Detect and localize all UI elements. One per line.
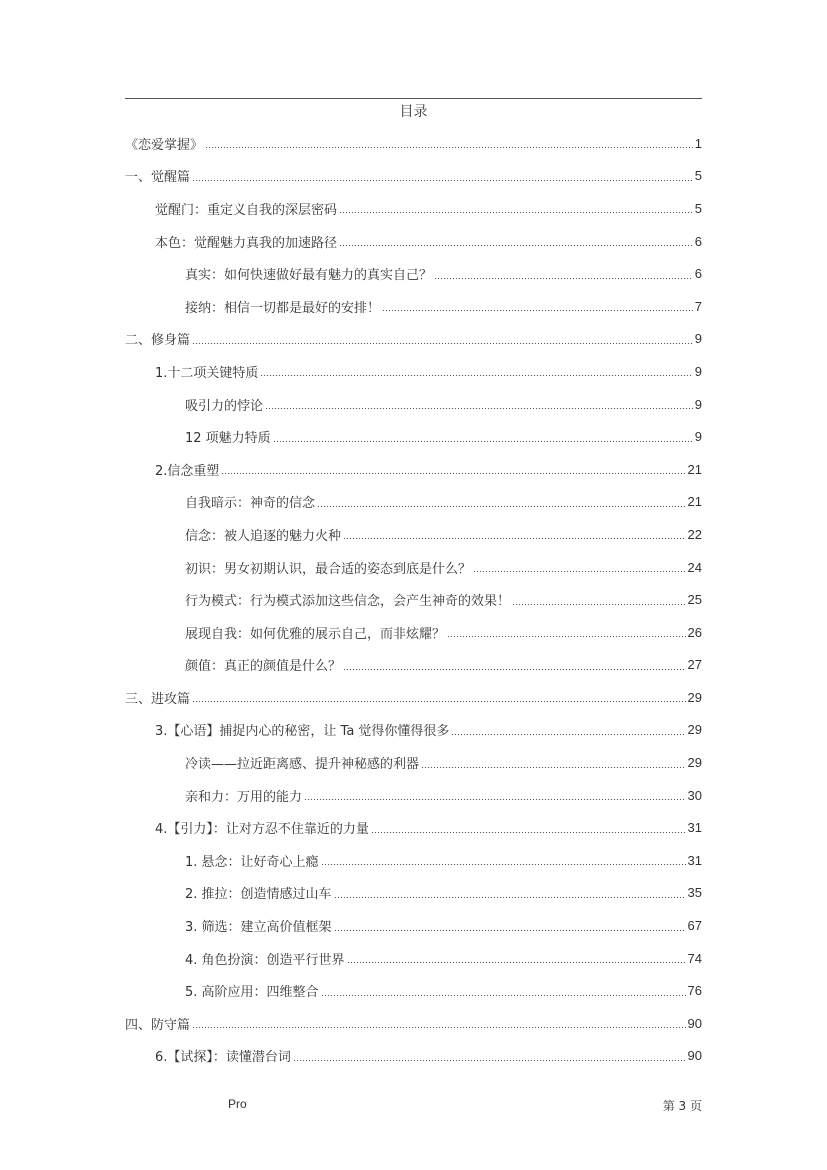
toc-entry-page: 9 bbox=[694, 331, 702, 347]
toc-entry-title: 2.信念重塑 bbox=[155, 463, 220, 479]
toc-entry[interactable] bbox=[125, 583, 702, 616]
dot-leader bbox=[221, 473, 685, 474]
toc-entry-page: 29 bbox=[687, 755, 702, 771]
dot-leader bbox=[273, 441, 693, 442]
toc-entry-title: 2. 推拉：创造情感过山车 bbox=[185, 887, 332, 903]
dot-leader bbox=[265, 408, 693, 409]
dot-leader bbox=[317, 506, 686, 507]
toc-entry-title: 行为模式：行为模式添加这些信念，会产生神奇的效果！ bbox=[185, 594, 511, 610]
dot-leader bbox=[371, 832, 686, 833]
footer-left-text: Pro bbox=[228, 1097, 247, 1111]
toc-entry-title: 本色：觉醒魅力真我的加速路径 bbox=[155, 235, 338, 251]
toc-entry[interactable] bbox=[125, 811, 702, 844]
dot-leader bbox=[321, 864, 686, 865]
dot-leader bbox=[347, 962, 686, 963]
dot-leader bbox=[192, 180, 693, 181]
header-rule bbox=[125, 98, 702, 99]
toc-title: 目录 bbox=[399, 104, 428, 120]
toc-entry[interactable] bbox=[125, 551, 702, 584]
dot-leader bbox=[192, 701, 686, 702]
toc-entry-title: 4. 角色扮演：创造平行世界 bbox=[185, 952, 345, 968]
toc-entry-title: 信念：被人追逐的魅力火种 bbox=[185, 528, 342, 544]
toc-entry-title: 觉醒门：重定义自我的深层密码 bbox=[155, 202, 338, 218]
toc-entry-title: 6.【试探】：读懂潜台词 bbox=[155, 1050, 291, 1066]
toc-entry-page: 27 bbox=[687, 657, 702, 673]
toc-entry[interactable] bbox=[125, 225, 702, 258]
toc-entry-page: 26 bbox=[687, 624, 702, 640]
page-number: 第 3 页 bbox=[662, 1099, 702, 1113]
toc-entry[interactable] bbox=[125, 486, 702, 519]
toc-entry-page: 9 bbox=[694, 429, 702, 445]
dot-leader bbox=[451, 734, 685, 735]
table-of-contents bbox=[125, 127, 702, 1072]
toc-entry[interactable] bbox=[125, 909, 702, 942]
dot-leader bbox=[447, 636, 686, 637]
toc-entry[interactable] bbox=[125, 779, 702, 812]
toc-entry-page: 6 bbox=[694, 266, 702, 282]
dot-leader bbox=[382, 310, 693, 311]
toc-entry-title: 冷读——拉近距离感、提升神秘感的利器 bbox=[185, 757, 420, 773]
dot-leader bbox=[512, 604, 686, 605]
toc-entry[interactable] bbox=[125, 518, 702, 551]
toc-entry[interactable] bbox=[125, 257, 702, 290]
toc-entry[interactable] bbox=[125, 616, 702, 649]
toc-entry[interactable] bbox=[125, 942, 702, 975]
toc-entry-title: 3. 筛选：建立高价值框架 bbox=[185, 920, 332, 936]
toc-entry-title: 4.【引力】：让对方忍不住靠近的力量 bbox=[155, 822, 369, 838]
toc-entry[interactable] bbox=[125, 388, 702, 421]
toc-entry[interactable] bbox=[125, 1040, 702, 1073]
dot-leader bbox=[304, 799, 686, 800]
dot-leader bbox=[293, 1060, 686, 1061]
toc-entry-title: 接纳：相信一切都是最好的安排！ bbox=[185, 300, 381, 316]
dot-leader bbox=[334, 897, 686, 898]
toc-entry-page: 25 bbox=[687, 592, 702, 608]
toc-entry-title: 1.十二项关键特质 bbox=[155, 365, 259, 381]
toc-entry-title: 展现自我：如何优雅的展示自己，而非炫耀？ bbox=[185, 626, 446, 642]
toc-entry-title: 二、修身篇 bbox=[125, 333, 191, 349]
dot-leader bbox=[334, 930, 686, 931]
toc-entry-title: 吸引力的悖论 bbox=[185, 398, 264, 414]
toc-entry-title: 一、觉醒篇 bbox=[125, 170, 191, 186]
toc-entry[interactable] bbox=[125, 974, 702, 1007]
toc-entry-page: 29 bbox=[687, 689, 702, 705]
toc-entry-title: 《恋爱掌握》 bbox=[125, 137, 204, 153]
toc-entry[interactable] bbox=[125, 877, 702, 910]
toc-entry-title: 亲和力：万用的能力 bbox=[185, 789, 303, 805]
toc-entry-page: 35 bbox=[687, 885, 702, 901]
toc-entry-page: 31 bbox=[687, 852, 702, 868]
toc-entry-page: 24 bbox=[687, 559, 702, 575]
toc-entry[interactable] bbox=[125, 355, 702, 388]
toc-entry[interactable] bbox=[125, 649, 702, 682]
dot-leader bbox=[339, 245, 693, 246]
toc-entry-title: 颜值：真正的颜值是什么？ bbox=[185, 659, 342, 675]
toc-entry[interactable] bbox=[125, 453, 702, 486]
toc-entry-page: 9 bbox=[694, 363, 702, 379]
toc-entry-title: 三、进攻篇 bbox=[125, 691, 191, 707]
dot-leader bbox=[339, 212, 693, 213]
dot-leader bbox=[343, 538, 686, 539]
toc-entry-page: 5 bbox=[694, 200, 702, 216]
dot-leader bbox=[321, 995, 686, 996]
toc-entry-title: 12 项魅力特质 bbox=[185, 431, 271, 447]
toc-entry-page: 31 bbox=[687, 820, 702, 836]
toc-entry[interactable] bbox=[125, 420, 702, 453]
toc-entry-title: 自我暗示：神奇的信念 bbox=[185, 496, 316, 512]
toc-entry[interactable] bbox=[125, 160, 702, 193]
dot-leader bbox=[473, 571, 686, 572]
toc-entry[interactable] bbox=[125, 192, 702, 225]
toc-entry-title: 3.【心语】捕捉内心的秘密，让 Ta 觉得你懂得很多 bbox=[155, 724, 450, 740]
toc-entry[interactable] bbox=[125, 681, 702, 714]
toc-entry-title: 真实：如何快速做好最有魅力的真实自己？ bbox=[185, 268, 433, 284]
toc-entry-page: 21 bbox=[687, 461, 702, 477]
toc-entry-page: 90 bbox=[687, 1015, 702, 1031]
toc-entry-title: 5. 高阶应用：四维整合 bbox=[185, 985, 319, 1001]
toc-entry-page: 74 bbox=[687, 950, 702, 966]
toc-entry-page: 90 bbox=[687, 1048, 702, 1064]
toc-entry[interactable] bbox=[125, 1007, 702, 1040]
toc-entry[interactable] bbox=[125, 127, 702, 160]
toc-entry-page: 21 bbox=[687, 494, 702, 510]
toc-entry[interactable] bbox=[125, 746, 702, 779]
dot-leader bbox=[343, 669, 686, 670]
toc-entry-title: 四、防守篇 bbox=[125, 1017, 191, 1033]
dot-leader bbox=[205, 147, 693, 148]
toc-entry[interactable] bbox=[125, 290, 702, 323]
dot-leader bbox=[434, 278, 693, 279]
toc-entry-title: 初识：男女初期认识，最合适的姿态到底是什么？ bbox=[185, 561, 472, 577]
dot-leader bbox=[192, 343, 693, 344]
toc-entry-page: 9 bbox=[694, 396, 702, 412]
toc-entry-page: 5 bbox=[694, 168, 702, 184]
dot-leader bbox=[192, 1027, 686, 1028]
toc-entry-page: 7 bbox=[694, 298, 702, 314]
toc-entry-page: 30 bbox=[687, 787, 702, 803]
toc-entry-page: 29 bbox=[687, 722, 702, 738]
toc-entry-page: 6 bbox=[694, 233, 702, 249]
toc-entry-title: 1. 悬念：让好奇心上瘾 bbox=[185, 854, 319, 870]
toc-entry[interactable] bbox=[125, 714, 702, 747]
dot-leader bbox=[260, 375, 692, 376]
dot-leader bbox=[421, 767, 686, 768]
toc-entry-page: 1 bbox=[694, 135, 702, 151]
toc-entry-page: 76 bbox=[687, 983, 702, 999]
toc-entry[interactable] bbox=[125, 323, 702, 356]
toc-entry[interactable] bbox=[125, 844, 702, 877]
toc-entry-page: 67 bbox=[687, 918, 702, 934]
toc-entry-page: 22 bbox=[687, 526, 702, 542]
